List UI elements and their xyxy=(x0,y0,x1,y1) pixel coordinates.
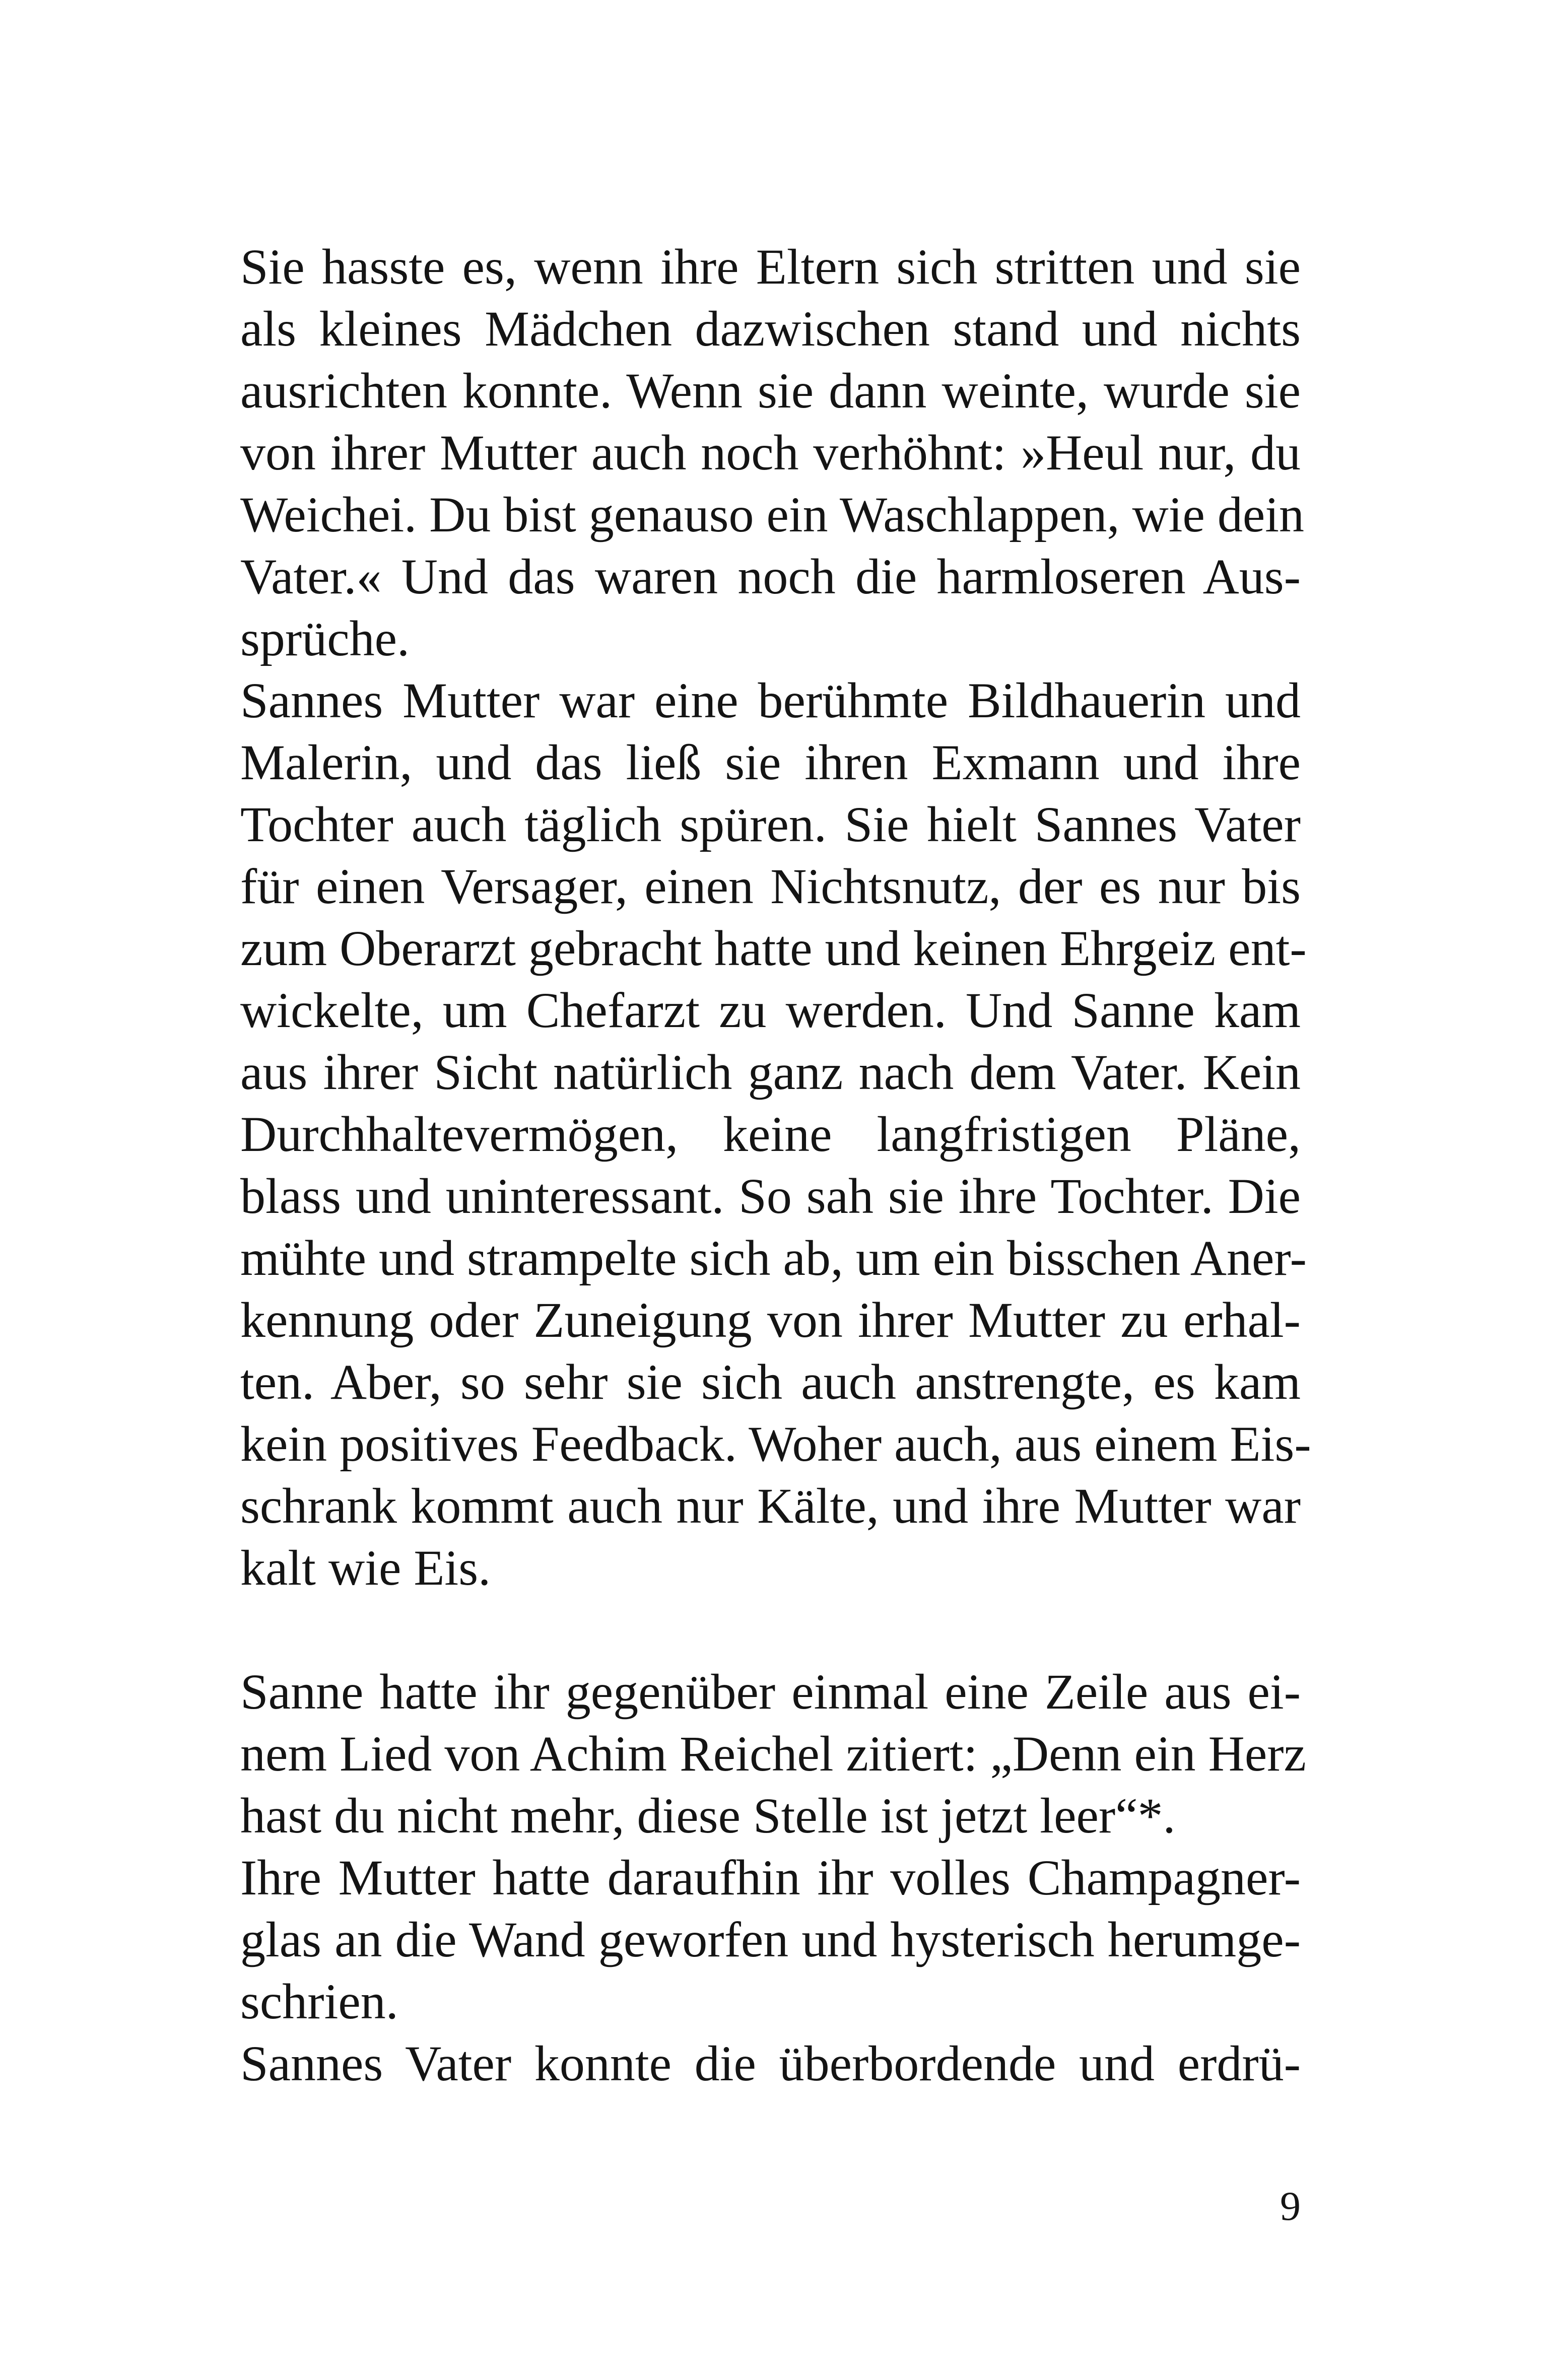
text-line: Weichei. Du bist genauso ein Waschlappen, wie dein xyxy=(240,487,1305,542)
text-line: als kleines Mädchen dazwischen stand und nichts xyxy=(240,301,1301,357)
text-line: ausrichten konnte. Wenn sie dann weinte, wurde sie xyxy=(240,363,1301,419)
text-line: zum Oberarzt gebracht hatte und keinen Ehrgeiz ent- xyxy=(240,920,1307,976)
text-line: wickelte, um Chefarzt zu werden. Und Sanne kam xyxy=(240,982,1301,1038)
text-line: Ihre Mutter hatte daraufhin ihr volles Champagner- xyxy=(240,1850,1301,1906)
text-line: ten. Aber, so sehr sie sich auch anstrengte, es kam xyxy=(240,1354,1301,1410)
text-line: Tochter auch täglich spüren. Sie hielt Sannes Vater xyxy=(240,796,1301,852)
page-number: 9 xyxy=(1280,2183,1301,2229)
text-line: schrien. xyxy=(240,1974,398,2029)
text-line: Vater.« Und das waren noch die harmloseren Aus- xyxy=(240,549,1301,604)
text-line: Malerin, und das ließ sie ihren Exmann und ihre xyxy=(240,734,1301,790)
paragraph xyxy=(240,2032,1301,2094)
text-line: von ihrer Mutter auch noch verhöhnt: »Heul nur, du xyxy=(240,425,1301,481)
text-line: aus ihrer Sicht natürlich ganz nach dem Vater. Kein xyxy=(240,1044,1301,1100)
text-line: blass und uninteressant. So sah sie ihre Tochter. Die xyxy=(240,1168,1301,1224)
paragraph xyxy=(240,236,1305,669)
text-line: Sie hasste es, wenn ihre Eltern sich stritten und sie xyxy=(240,239,1301,295)
paragraph xyxy=(240,669,1311,1599)
text-line: nem Lied von Achim Reichel zitiert: „Denn ein Herz xyxy=(240,1726,1306,1782)
text-line: für einen Versager, einen Nichtsnutz, der es nur bis xyxy=(240,858,1301,914)
text-line: mühte und strampelte sich ab, um ein bisschen Aner- xyxy=(240,1230,1307,1286)
text-line: kein positives Feedback. Woher auch, aus einem Eis- xyxy=(240,1416,1311,1472)
body-text xyxy=(240,236,1311,2094)
text-line: Sannes Vater konnte die überbordende und erdrü- xyxy=(240,2035,1301,2091)
text-line: sprüche. xyxy=(240,610,410,666)
paragraph xyxy=(240,1847,1301,2032)
text-line: glas an die Wand geworfen und hysterisch herumge- xyxy=(240,1912,1301,1967)
text-line: hast du nicht mehr, diese Stelle ist jetzt leer“*. xyxy=(240,1788,1176,1844)
text-line: Sanne hatte ihr gegenüber einmal eine Zeile aus ei- xyxy=(240,1664,1301,1720)
paragraph xyxy=(240,1661,1306,1847)
text-line: Sannes Mutter war eine berühmte Bildhauerin und xyxy=(240,672,1301,728)
text-line: Durchhaltevermögen, keine langfristigen Pläne, xyxy=(240,1106,1301,1162)
paragraph-gap xyxy=(240,1599,1301,1661)
text-line: kalt wie Eis. xyxy=(240,1540,491,1596)
text-line: kennung oder Zuneigung von ihrer Mutter zu erhal- xyxy=(240,1292,1301,1348)
text-line: schrank kommt auch nur Kälte, und ihre Mutter war xyxy=(240,1478,1301,1534)
